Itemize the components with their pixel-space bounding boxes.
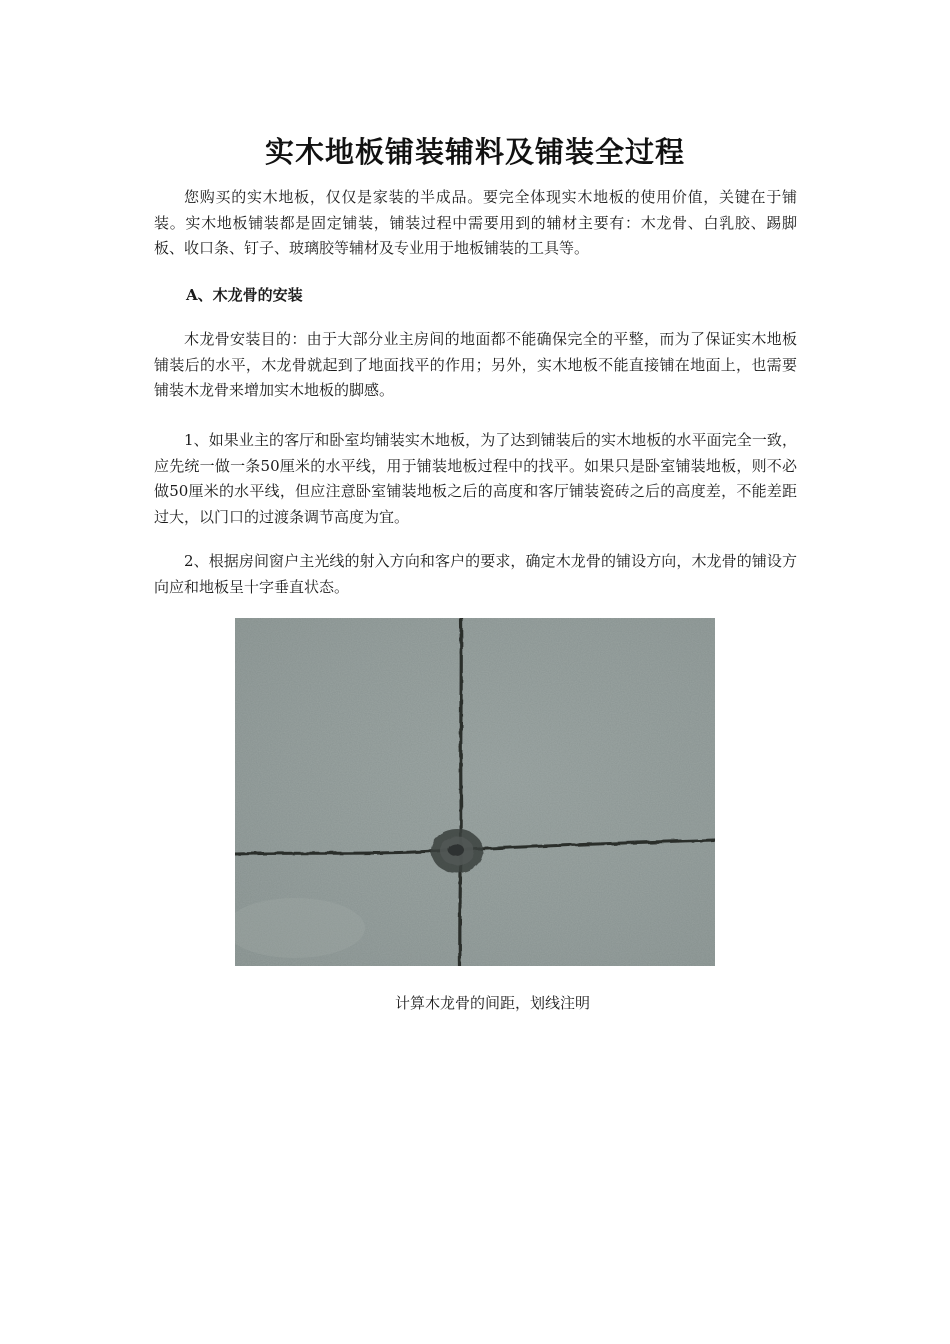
section-a-step2-paragraph: 2、根据房间窗户主光线的射入方向和客户的要求，确定木龙骨的铺设方向，木龙骨的铺设方向应和地板呈十字垂直状态。 (154, 552, 797, 596)
section-a-heading: A、木龙骨的安装 (186, 286, 303, 304)
photo-caption: 计算木龙骨的间距，划线注明 (394, 994, 590, 1012)
intro-paragraph: 您购买的实木地板，仅仅是家装的半成品。要完全体现实木地板的使用价值，关键在于铺装。实木地板铺装都是固定铺装，铺装过程中需要用到的辅材主要有：木龙骨、白乳胶、踢脚板、收口条、钉子、玻璃胶等辅材及专业用于地板铺装的工具等。 (154, 188, 797, 257)
section-a-purpose-paragraph: 木龙骨安装目的：由于大部分业主房间的地面都不能确保完全的平整，而为了保证实木地板铺装后的水平，木龙骨就起到了地面找平的作用；另外，实木地板不能直接铺在地面上，也需要铺装木龙骨来增加实木地板的脚感。 (154, 330, 797, 399)
section-a-step1-paragraph: 1、如果业主的客厅和卧室均铺装实木地板，为了达到铺装后的实木地板的水平面完全一致，应先统一做一条50厘米的水平线，用于铺装地板过程中的找平。如果只是卧室铺装地板，则不必做50厘米的水平线，但应注意卧室铺装地板之后的高度和客厅铺装瓷砖之后的高度差，不能差距过大，以门口的过渡条调节高度为宜。 (154, 431, 797, 526)
document-title: 实木地板铺装辅料及铺装全过程 (264, 135, 685, 169)
concrete-floor-chalk-lines-image (235, 618, 715, 966)
concrete-floor-photo (235, 618, 715, 966)
